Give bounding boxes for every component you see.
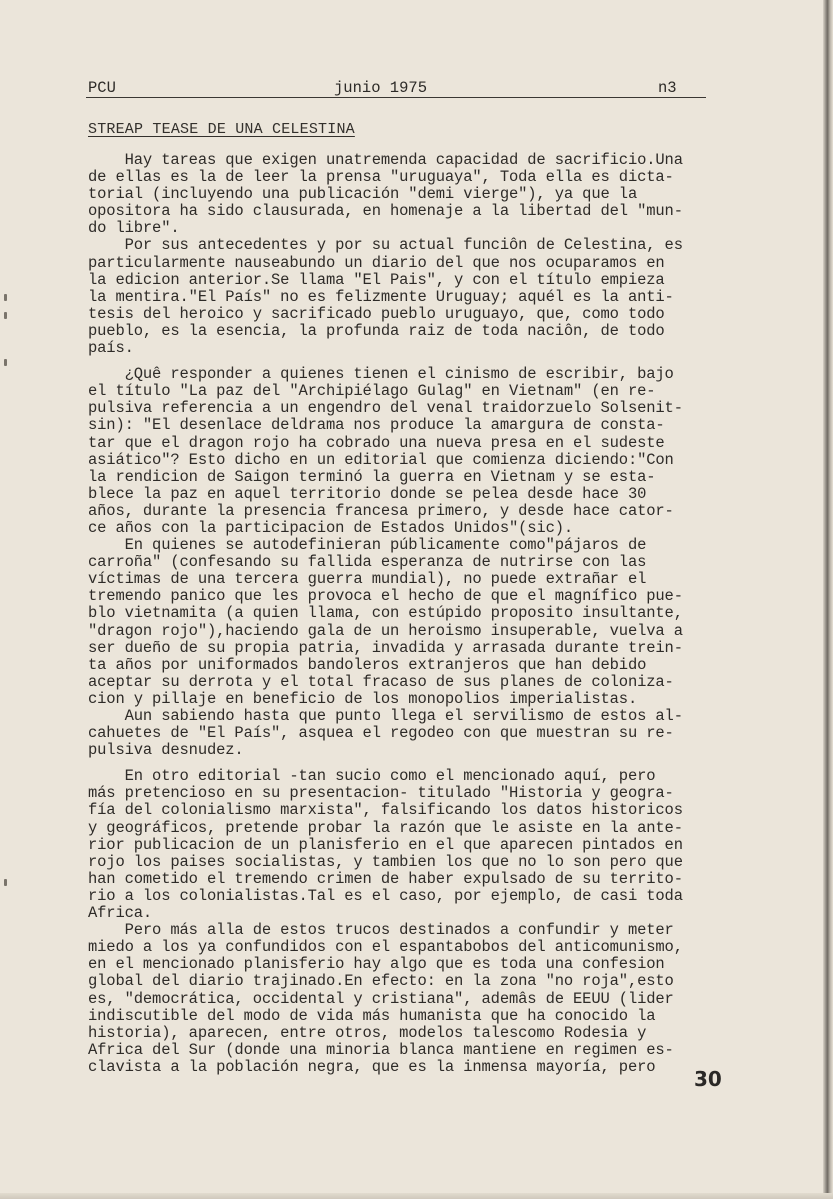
- text-line: "dragon rojo"),haciendo gala de un heroismo insuperable, vuelva a: [88, 621, 683, 640]
- text-line: ser dueño de su propia patria, invadida y arrasada durante trein-: [88, 638, 683, 657]
- text-line: historia), aparecen, entre otros, modelos talescomo Rodesia y: [88, 1023, 647, 1042]
- text-line: pueblo, es la esencia, la profunda raiz de toda naciôn, de todo: [88, 321, 665, 340]
- page-edge-shadow: [823, 0, 833, 1199]
- text-line: particularmente nauseabundo un diario del que nos ocuparamos en: [88, 253, 665, 272]
- text-line: tesis del heroico y sacrificado pueblo uruguayo, que, como todo: [88, 304, 665, 323]
- text-line: de ellas es la de leer la prensa "uruguaya", Toda ella es dicta-: [88, 168, 674, 187]
- text-line: Hay tareas que exigen unatremenda capacidad de sacrificio.Una: [88, 151, 683, 169]
- article-body: [88, 152, 758, 1076]
- text-line: el título "La paz del "Archipiélago Gulag" en Vietnam" (en re-: [88, 382, 656, 401]
- header-issue-number: n3: [658, 79, 677, 97]
- text-line: rojo los paises socialistas, y tambien los que no lo son pero que: [88, 852, 683, 871]
- text-line: aceptar su derrota y el total fracaso de sus planes de coloniza-: [88, 672, 674, 691]
- text-line: asiático"? Esto dicho en un editorial que comienza diciendo:"Con: [88, 450, 674, 469]
- text-line: la edicion anterior.Se llama "El Pais", y con el título empieza: [88, 270, 665, 289]
- text-line: global del diario trajinado.En efecto: en la zona "no roja",esto: [88, 972, 674, 991]
- text-line: es, "democrática, occidental y cristiana", ademâs de EEUU (lider: [88, 989, 674, 1008]
- text-line: blo vietnamita (a quien llama, con estúpido proposito insultante,: [88, 604, 683, 623]
- margin-mark: [4, 312, 7, 319]
- text-line: pulsiva desnudez.: [88, 741, 244, 760]
- text-line: cion y pillaje en beneficio de los monopolios imperialistas.: [88, 689, 638, 708]
- text-line: fía del colonialismo marxista", falsificando los datos historicos: [88, 801, 683, 820]
- text-line: más pretencioso en su presentacion- titulado "Historia y geogra-: [88, 784, 674, 803]
- text-line: Pero más alla de estos trucos destinados a confundir y meter: [88, 921, 674, 940]
- text-line: tar que el dragon rojo ha cobrado una nueva presa en el sudeste: [88, 433, 665, 452]
- text-line: ¿Quê responder a quienes tienen el cinismo de escribir, bajo: [88, 365, 674, 384]
- text-line: indiscutible del modo de vida más humanista que ha conocido la: [88, 1006, 656, 1025]
- text-line: blece la paz en aquel territorio donde se pelea desde hace 30: [88, 484, 647, 503]
- margin-mark: [4, 879, 7, 886]
- text-line: han cometido el tremendo crimen de haber expulsado de su territo-: [88, 869, 683, 888]
- text-line: años, durante la presencia francesa primero, y desde hace cator-: [88, 501, 674, 520]
- text-line: ta años por uniformados bandoleros extranjeros que han debido: [88, 655, 647, 674]
- text-line: Aun sabiendo hasta que punto llega el servilismo de estos al-: [88, 707, 683, 725]
- text-line: país.: [88, 339, 134, 358]
- text-line: En quienes se autodefinieran públicamente como"pájaros de: [88, 536, 647, 555]
- text-line: en el mencionado planisferio hay algo que es toda una confesion: [88, 955, 665, 974]
- article-title: STREAP TEASE DE UNA CELESTINA: [88, 121, 355, 138]
- margin-mark: [4, 359, 7, 366]
- text-line: sin): "El desenlace deldrama nos produce la amargura de consta-: [88, 416, 665, 435]
- text-line: cahuetes de "El País", asquea el regodeo con que muestran su re-: [88, 724, 674, 743]
- text-line: miedo a los ya confundidos con el espantabobos del anticomunismo,: [88, 938, 683, 957]
- text-line: víctimas de una tercera guerra mundial), no puede extrañar el: [88, 570, 647, 589]
- text-line: Por sus antecedentes y por su actual funciôn de Celestina, es: [88, 236, 683, 255]
- text-line: Africa.: [88, 904, 153, 923]
- text-line: pulsiva referencia a un engendro del venal traidorzuelo Solsenit-: [88, 399, 683, 418]
- text-line: rior publicacion de un planisferio en el que aparecen pintados en: [88, 835, 683, 854]
- text-line: rio a los colonialistas.Tal es el caso, por ejemplo, de casi toda: [88, 886, 683, 905]
- text-line: Africa del Sur (donde una minoria blanca mantiene en regimen es-: [88, 1040, 674, 1059]
- text-line: En otro editorial -tan sucio como el mencionado aquí, pero: [88, 767, 656, 786]
- page-bottom-edge: [0, 1193, 833, 1199]
- text-line: do libre".: [88, 219, 180, 238]
- header-publication: PCU: [88, 79, 116, 97]
- text-line: clavista a la población negra, que es la inmensa mayoría, pero: [88, 1057, 656, 1076]
- text-line: ce años con la participacion de Estados Unidos"(sic).: [88, 518, 574, 537]
- page-header: [86, 79, 706, 98]
- text-line: opositora ha sido clausurada, en homenaje a la libertad del "mun-: [88, 202, 683, 221]
- text-line: carroña" (confesando su fallida esperanza de nutrirse con las: [88, 553, 647, 572]
- text-line: tremendo panico que les provoca el hecho de que el magnífico pue-: [88, 587, 683, 606]
- page-number: 30: [694, 1067, 722, 1091]
- text-line: la mentira."El País" no es felizmente Uruguay; aquél es la anti-: [88, 287, 674, 306]
- text-line: y geográficos, pretende probar la razón que le asiste en la ante-: [88, 818, 683, 837]
- header-date: junio 1975: [334, 79, 428, 97]
- margin-mark: [4, 294, 7, 301]
- text-line: torial (incluyendo una publicación "demi vierge"), ya que la: [88, 185, 638, 204]
- text-line: la rendicion de Saigon terminó la guerra en Vietnam y se esta-: [88, 467, 656, 486]
